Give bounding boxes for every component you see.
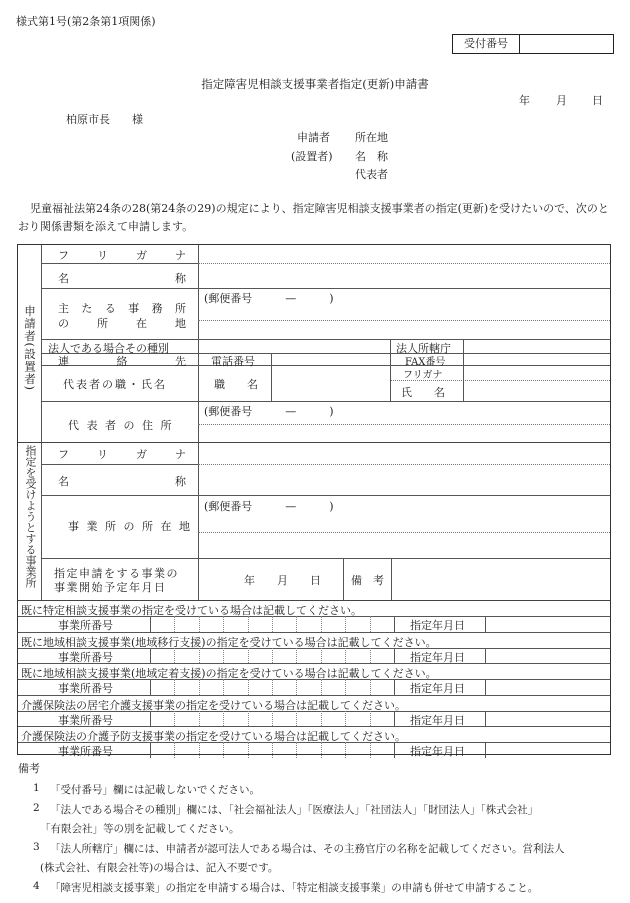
business-number-label: 事業所番号 bbox=[58, 682, 113, 695]
designation-date-field[interactable] bbox=[486, 649, 609, 663]
receipt-number-box bbox=[452, 34, 614, 54]
job-title-field[interactable] bbox=[272, 366, 389, 401]
start-date-field[interactable]: 年 月 日 bbox=[244, 574, 321, 587]
business-number-digit-field[interactable] bbox=[273, 617, 295, 631]
business-number-digit-field[interactable] bbox=[297, 743, 319, 757]
facility-furigana-label: フ リ ガ ナ bbox=[58, 448, 186, 461]
rep-address-label: 代 表 者 の 住 所 bbox=[68, 419, 174, 432]
business-number-digit-field[interactable] bbox=[322, 743, 344, 757]
business-number-digit-field[interactable] bbox=[297, 712, 319, 726]
facility-name-label: 名 称 bbox=[58, 475, 186, 488]
business-number-digit-field[interactable] bbox=[297, 617, 319, 631]
business-number-digit-field[interactable] bbox=[224, 680, 246, 694]
establisher-label: (設置者) bbox=[291, 150, 333, 163]
remarks-field[interactable] bbox=[392, 559, 610, 600]
business-number-digit-field[interactable] bbox=[200, 680, 222, 694]
business-number-digit-field[interactable] bbox=[175, 649, 197, 663]
designation-date-field[interactable] bbox=[486, 712, 609, 726]
divider bbox=[343, 558, 344, 600]
date-year: 年 bbox=[519, 94, 530, 107]
rep-name-field[interactable] bbox=[464, 366, 610, 401]
applicant-label: 申請者 bbox=[297, 131, 330, 144]
designation-date-field[interactable] bbox=[486, 743, 609, 757]
business-number-digit-field[interactable] bbox=[346, 617, 368, 631]
business-number-digit-field[interactable] bbox=[273, 649, 295, 663]
notes-heading: 備考 bbox=[18, 762, 40, 775]
business-number-digit-field[interactable] bbox=[322, 649, 344, 663]
main-office-label-line1: 主 た る 事 務 所 bbox=[58, 302, 186, 315]
facility-name-field[interactable] bbox=[199, 465, 610, 495]
note-text: 「受付番号」欄には記載しないでください。 bbox=[50, 784, 260, 796]
business-number-label: 事業所番号 bbox=[58, 619, 113, 632]
applicant-name-label: 名 称 bbox=[58, 272, 186, 285]
divider bbox=[18, 442, 610, 443]
business-number-digit-field[interactable] bbox=[297, 680, 319, 694]
divider bbox=[18, 600, 610, 601]
existing-notice: 介護保険法の居宅介護支援事業の指定を受けている場合は記載してください。 bbox=[21, 698, 406, 712]
remarks-label: 備 考 bbox=[351, 574, 384, 587]
facility-address-field[interactable] bbox=[199, 496, 610, 558]
date-day: 日 bbox=[592, 94, 603, 107]
corp-type-label: 法人である場合その種別 bbox=[48, 342, 169, 355]
applicant-representative-label: 代表者 bbox=[355, 168, 388, 181]
main-office-address-field[interactable] bbox=[199, 291, 610, 339]
divider bbox=[41, 288, 610, 289]
business-number-digit-field[interactable] bbox=[175, 712, 197, 726]
contact-label: 連 絡 先 bbox=[58, 355, 186, 368]
business-number-digit-field[interactable] bbox=[151, 712, 173, 726]
business-number-digit-field[interactable] bbox=[322, 712, 344, 726]
designation-date-label: 指定年月日 bbox=[410, 713, 465, 727]
form-number: 様式第1号(第2条第1項関係) bbox=[16, 15, 156, 28]
applicant-location-label: 所在地 bbox=[355, 131, 388, 144]
corp-authority-field[interactable] bbox=[464, 340, 610, 353]
divider bbox=[41, 263, 198, 264]
business-number-digit-field[interactable] bbox=[200, 617, 222, 631]
digit-divider bbox=[394, 742, 395, 758]
business-number-digit-field[interactable] bbox=[371, 649, 393, 663]
application-form-table bbox=[17, 244, 611, 758]
business-number-digit-field[interactable] bbox=[224, 712, 246, 726]
divider bbox=[41, 245, 42, 600]
business-number-digit-field[interactable] bbox=[224, 617, 246, 631]
business-number-label: 事業所番号 bbox=[58, 650, 113, 664]
business-number-digit-field[interactable] bbox=[224, 743, 246, 757]
business-number-label: 事業所番号 bbox=[58, 745, 113, 758]
business-number-digit-field[interactable] bbox=[224, 649, 246, 663]
designation-date-field[interactable] bbox=[486, 680, 609, 694]
corp-authority-label: 法人所轄庁 bbox=[396, 342, 451, 355]
business-number-digit-field[interactable] bbox=[200, 649, 222, 663]
note-text: 「法人所轄庁」欄には、申請者が認可法人である場合は、その主務官庁の名称を記載してください。営利法人 bbox=[50, 842, 565, 855]
digit-divider bbox=[394, 711, 395, 727]
business-number-digit-field[interactable] bbox=[175, 617, 197, 631]
designation-date-label: 指定年月日 bbox=[410, 650, 465, 664]
facility-location-label: 事 業 所 の 所 在 地 bbox=[68, 520, 192, 533]
divider bbox=[41, 401, 610, 402]
receipt-number-label: 受付番号 bbox=[453, 35, 520, 53]
receipt-number-field[interactable] bbox=[520, 35, 613, 53]
corp-type-field[interactable] bbox=[199, 340, 389, 353]
existing-notice: 既に特定相談支援事業の指定を受けている場合は記載してください。 bbox=[21, 604, 362, 617]
designation-date-label: 指定年月日 bbox=[410, 619, 465, 632]
rep-address-field[interactable] bbox=[199, 403, 610, 442]
business-number-digit-field[interactable] bbox=[322, 617, 344, 631]
phone-label: 電話番号 bbox=[211, 355, 255, 368]
business-number-digit-field[interactable] bbox=[346, 712, 368, 726]
applicant-name-label: 名 称 bbox=[355, 150, 388, 163]
rep-address-postal: (郵便番号 — ) bbox=[204, 405, 334, 418]
rep-furigana-label: フリガナ bbox=[403, 370, 443, 381]
divider bbox=[198, 263, 610, 264]
note-text: 「有限会社」等の別を記載してください。 bbox=[40, 823, 240, 835]
existing-notice: 介護保険法の介護予防支援事業の指定を受けている場合は記載してください。 bbox=[21, 730, 406, 743]
business-number-digit-field[interactable] bbox=[249, 680, 271, 694]
start-date-label-line2: 事業開始予定年月日 bbox=[54, 581, 167, 594]
note-number: 1 bbox=[33, 782, 40, 794]
existing-notice: 既に地域相談支援事業(地域移行支援)の指定を受けている場合は記載してください。 bbox=[21, 635, 437, 649]
fax-label: FAX番号 bbox=[405, 357, 446, 368]
business-number-label: 事業所番号 bbox=[58, 713, 113, 727]
business-number-digit-field[interactable] bbox=[371, 680, 393, 694]
note-text: 「法人である場合その種別」欄には、「社会福祉法人」「医療法人」「社団法人」「財団法人」「株式会社」 bbox=[50, 803, 539, 816]
divider bbox=[41, 464, 198, 465]
business-number-digit-field[interactable] bbox=[371, 712, 393, 726]
business-number-digit-field[interactable] bbox=[200, 743, 222, 757]
note-number: 2 bbox=[33, 801, 40, 814]
divider bbox=[390, 339, 391, 401]
business-number-digit-field[interactable] bbox=[151, 649, 173, 663]
business-number-digit-field[interactable] bbox=[151, 680, 173, 694]
divider bbox=[18, 695, 610, 696]
note-number: 3 bbox=[33, 840, 40, 853]
digit-divider bbox=[394, 616, 395, 632]
main-office-label-line2: の 所 在 地 bbox=[58, 317, 186, 330]
business-number-digit-field[interactable] bbox=[175, 743, 197, 757]
date-month: 月 bbox=[556, 94, 567, 107]
note-text: (株式会社、有限会社等)の場合は、記入不要です。 bbox=[40, 862, 279, 874]
business-number-digit-field[interactable] bbox=[346, 743, 368, 757]
business-number-digit-field[interactable] bbox=[371, 743, 393, 757]
applicant-furigana-label: フ リ ガ ナ bbox=[58, 249, 186, 262]
business-number-digit-field[interactable] bbox=[273, 680, 295, 694]
rep-name-label: 氏 名 bbox=[401, 386, 445, 399]
business-number-digit-field[interactable] bbox=[249, 743, 271, 757]
digit-divider bbox=[394, 679, 395, 695]
business-number-digit-field[interactable] bbox=[175, 680, 197, 694]
addressee: 柏原市長 様 bbox=[66, 113, 143, 126]
business-number-digit-field[interactable] bbox=[200, 712, 222, 726]
existing-notice: 既に地域相談支援事業(地域定着支援)の指定を受けている場合は記載してください。 bbox=[21, 667, 437, 680]
job-title-label: 職 名 bbox=[214, 378, 258, 391]
business-number-digit-field[interactable] bbox=[322, 680, 344, 694]
document-title: 指定障害児相談支援事業者指定(更新)申請書 bbox=[201, 77, 429, 91]
designation-date-label: 指定年月日 bbox=[410, 682, 465, 695]
business-number-digit-field[interactable] bbox=[346, 649, 368, 663]
facility-postal: (郵便番号 — ) bbox=[204, 500, 334, 513]
phone-field[interactable] bbox=[272, 353, 389, 365]
divider bbox=[18, 726, 610, 727]
divider bbox=[18, 632, 610, 633]
business-number-digit-field[interactable] bbox=[297, 649, 319, 663]
main-office-postal: (郵便番号 — ) bbox=[204, 292, 334, 305]
business-number-digit-field[interactable] bbox=[249, 617, 271, 631]
business-number-digit-field[interactable] bbox=[249, 649, 271, 663]
business-number-digit-field[interactable] bbox=[151, 617, 173, 631]
note-text: 「障害児相談支援事業」の指定を申請する場合は、「特定相談支援事業」の申請も併せて申請すること。 bbox=[50, 881, 539, 894]
divider bbox=[18, 663, 610, 664]
designation-date-field[interactable] bbox=[486, 617, 609, 631]
applicant-side-label: 申請者(設置者) bbox=[23, 305, 37, 391]
business-number-digit-field[interactable] bbox=[249, 712, 271, 726]
rep-title-name-label: 代表者の職・氏名 bbox=[63, 378, 167, 391]
business-number-digit-field[interactable] bbox=[151, 743, 173, 757]
digit-divider bbox=[394, 648, 395, 664]
start-date-label-line1: 指定申請をする事業の bbox=[54, 567, 179, 580]
business-number-digit-field[interactable] bbox=[346, 680, 368, 694]
designation-date-label: 指定年月日 bbox=[410, 745, 465, 758]
facility-side-label: 指定を受けようとする事業所 bbox=[24, 445, 37, 588]
business-number-digit-field[interactable] bbox=[371, 617, 393, 631]
business-number-digit-field[interactable] bbox=[273, 743, 295, 757]
business-number-digit-field[interactable] bbox=[273, 712, 295, 726]
intro-paragraph: 児童福祉法第24条の28(第24条の29)の規定により、指定障害児相談支援事業者の指定(更新)を受けたいので、次のとおり関係書類を添えて申請します。 bbox=[18, 202, 609, 233]
note-number: 4 bbox=[33, 879, 40, 892]
fax-field[interactable] bbox=[464, 353, 610, 365]
